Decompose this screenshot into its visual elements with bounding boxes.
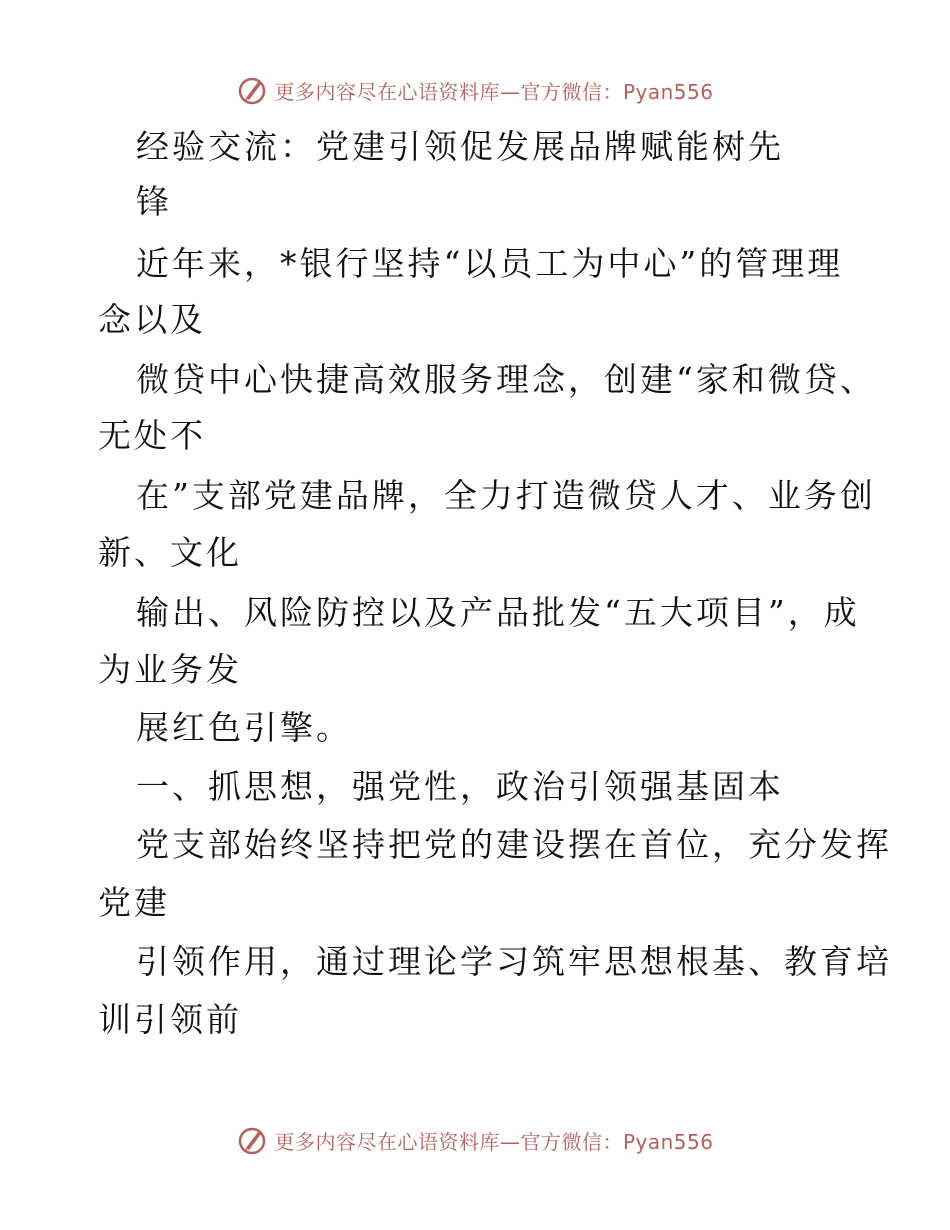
footer-watermark [0, 1120, 950, 1160]
paragraph-line: 党建 [98, 883, 170, 922]
paragraph-line: 在”支部党建品牌，全力打造微贷人才、业务创 [136, 476, 876, 515]
section-heading: 一、抓思想，强党性，政治引领强基固本 [136, 767, 784, 806]
paragraph-line: 近年来，*银行坚持“以员工为中心”的管理理 [136, 244, 844, 283]
paragraph-line: 党支部始终坚持把党的建设摆在首位，充分发挥 [136, 825, 892, 864]
watermark-text: 更多内容尽在心语资料库—官方微信：Pyan556 [274, 79, 714, 104]
paragraph-line: 微贷中心快捷高效服务理念，创建“家和微贷、 [136, 360, 876, 399]
paragraph-line: 输出、风险防控以及产品批发“五大项目”，成 [136, 593, 860, 632]
quill-logo-icon [236, 1124, 268, 1156]
header-watermark [0, 70, 950, 110]
paragraph-line: 训引领前 [98, 1000, 242, 1039]
quill-logo-icon [236, 74, 268, 106]
paragraph-line: 展红色引擎。 [136, 708, 352, 747]
paragraph-line: 新、文化 [98, 533, 242, 572]
doc-title-line-2: 锋 [136, 182, 172, 221]
paragraph-line: 为业务发 [98, 650, 242, 689]
watermark-text: 更多内容尽在心语资料库—官方微信：Pyan556 [274, 1129, 714, 1154]
doc-title-line-1: 经验交流：党建引领促发展品牌赋能树先 [136, 127, 784, 166]
paragraph-line: 引领作用，通过理论学习筑牢思想根基、教育培 [136, 942, 892, 981]
paragraph-line: 念以及 [98, 300, 206, 339]
paragraph-line: 无处不 [98, 416, 206, 455]
